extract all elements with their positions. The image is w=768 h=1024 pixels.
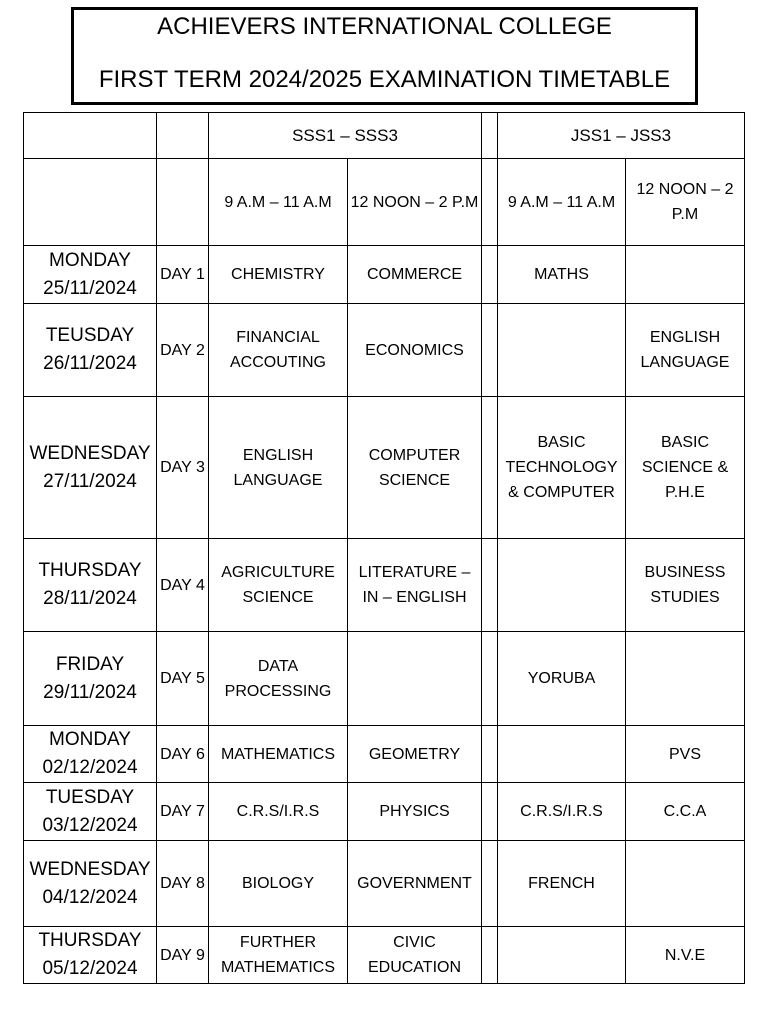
jss-noon-exam: C.C.A — [626, 783, 745, 841]
schedule-row — [24, 726, 745, 783]
senior-noon-slot: 12 NOON – 2 P.M — [348, 159, 482, 246]
day-number: DAY 4 — [157, 539, 209, 632]
jss-morning-exam — [498, 304, 626, 397]
weekday: THURSDAY — [38, 930, 142, 951]
jss-morning-exam: YORUBA — [498, 632, 626, 726]
sss-morning-exam: MATHEMATICS — [209, 726, 348, 783]
date: 29/11/2024 — [43, 681, 137, 703]
date-cell — [24, 304, 157, 397]
senior-morning-slot: 9 A.M – 11 A.M — [209, 159, 348, 246]
date-cell — [24, 246, 157, 304]
jss-morning-exam: C.R.S/I.R.S — [498, 783, 626, 841]
weekday: MONDAY — [49, 729, 131, 750]
schedule-row — [24, 246, 745, 304]
day-number: DAY 2 — [157, 304, 209, 397]
schedule-row — [24, 304, 745, 397]
jss-noon-exam — [626, 841, 745, 927]
sss-noon-exam: COMMERCE — [348, 246, 482, 304]
group-header-row — [24, 113, 745, 159]
sss-morning-exam: FINANCIAL ACCOUTING — [209, 304, 348, 397]
jss-noon-exam: PVS — [626, 726, 745, 783]
schedule-row — [24, 783, 745, 841]
weekday: FRIDAY — [55, 653, 125, 675]
date: 28/11/2024 — [43, 588, 137, 609]
gap-cell — [482, 246, 498, 304]
date: 03/12/2024 — [42, 814, 138, 836]
title-box — [71, 7, 698, 105]
gap-cell — [482, 783, 498, 841]
sss-noon-exam — [348, 632, 482, 726]
sss-noon-exam: PHYSICS — [348, 783, 482, 841]
day-number: DAY 5 — [157, 632, 209, 726]
date-cell — [24, 726, 157, 783]
weekday: THURSDAY — [38, 560, 142, 581]
weekday: WEDNESDAY — [29, 442, 151, 464]
date-cell — [24, 539, 157, 632]
sss-morning-exam: ENGLISH LANGUAGE — [209, 397, 348, 539]
jss-morning-exam: BASIC TECHNOLOGY & COMPUTER — [498, 397, 626, 539]
jss-morning-exam: MATHS — [498, 246, 626, 304]
gap-cell — [482, 159, 498, 246]
jss-morning-exam — [498, 927, 626, 984]
date: 04/12/2024 — [42, 886, 138, 908]
schedule-row — [24, 397, 745, 539]
date-cell — [24, 841, 157, 927]
sss-morning-exam: BIOLOGY — [209, 841, 348, 927]
jss-morning-exam — [498, 539, 626, 632]
weekday: WEDNESDAY — [29, 858, 151, 880]
date-cell — [24, 927, 157, 984]
sss-noon-exam: GOVERNMENT — [348, 841, 482, 927]
jss-noon-exam: BUSINESS STUDIES — [626, 539, 745, 632]
school-name: ACHIEVERS INTERNATIONAL COLLEGE — [157, 13, 612, 40]
sss-morning-exam: DATA PROCESSING — [209, 632, 348, 726]
sss-noon-exam: LITERATURE – IN – ENGLISH — [348, 539, 482, 632]
date: 25/11/2024 — [43, 277, 137, 299]
day-number: DAY 6 — [157, 726, 209, 783]
junior-group-header: JSS1 – JSS3 — [498, 113, 745, 159]
gap-cell — [482, 113, 498, 159]
date: 26/11/2024 — [43, 353, 137, 374]
day-number: DAY 9 — [157, 927, 209, 984]
jss-noon-exam — [626, 632, 745, 726]
weekday: TEUSDAY — [45, 325, 135, 346]
day-number: DAY 1 — [157, 246, 209, 304]
gap-cell — [482, 539, 498, 632]
date-cell — [24, 783, 157, 841]
empty-header-cell — [157, 113, 209, 159]
sss-morning-exam: AGRICULTURE SCIENCE — [209, 539, 348, 632]
junior-noon-slot: 12 NOON – 2 P.M — [626, 159, 745, 246]
day-number: DAY 3 — [157, 397, 209, 539]
sss-noon-exam: CIVIC EDUCATION — [348, 927, 482, 984]
empty-header-cell — [157, 159, 209, 246]
schedule-row — [24, 841, 745, 927]
day-number: DAY 8 — [157, 841, 209, 927]
day-number: DAY 7 — [157, 783, 209, 841]
date: 05/12/2024 — [42, 958, 138, 979]
gap-cell — [482, 632, 498, 726]
timetable-title: FIRST TERM 2024/2025 EXAMINATION TIMETABLE — [98, 66, 671, 93]
jss-noon-exam: ENGLISH LANGUAGE — [626, 304, 745, 397]
empty-header-cell — [24, 113, 157, 159]
schedule-row — [24, 927, 745, 984]
time-slot-row — [24, 159, 745, 246]
sss-noon-exam: GEOMETRY — [348, 726, 482, 783]
jss-noon-exam: N.V.E — [626, 927, 745, 984]
exam-timetable — [23, 112, 745, 984]
sss-morning-exam: CHEMISTRY — [209, 246, 348, 304]
weekday: MONDAY — [49, 249, 131, 271]
jss-noon-exam — [626, 246, 745, 304]
date: 02/12/2024 — [42, 757, 138, 778]
jss-noon-exam: BASIC SCIENCE & P.H.E — [626, 397, 745, 539]
empty-header-cell — [24, 159, 157, 246]
schedule-row — [24, 632, 745, 726]
jss-morning-exam: FRENCH — [498, 841, 626, 927]
sss-morning-exam: FURTHER MATHEMATICS — [209, 927, 348, 984]
gap-cell — [482, 397, 498, 539]
gap-cell — [482, 841, 498, 927]
sss-noon-exam: COMPUTER SCIENCE — [348, 397, 482, 539]
gap-cell — [482, 927, 498, 984]
date: 27/11/2024 — [43, 470, 137, 492]
weekday: TUESDAY — [45, 786, 135, 808]
sss-morning-exam: C.R.S/I.R.S — [209, 783, 348, 841]
junior-morning-slot: 9 A.M – 11 A.M — [498, 159, 626, 246]
schedule-row — [24, 539, 745, 632]
date-cell — [24, 632, 157, 726]
date-cell — [24, 397, 157, 539]
sss-noon-exam: ECONOMICS — [348, 304, 482, 397]
jss-morning-exam — [498, 726, 626, 783]
gap-cell — [482, 726, 498, 783]
senior-group-header: SSS1 – SSS3 — [209, 113, 482, 159]
gap-cell — [482, 304, 498, 397]
